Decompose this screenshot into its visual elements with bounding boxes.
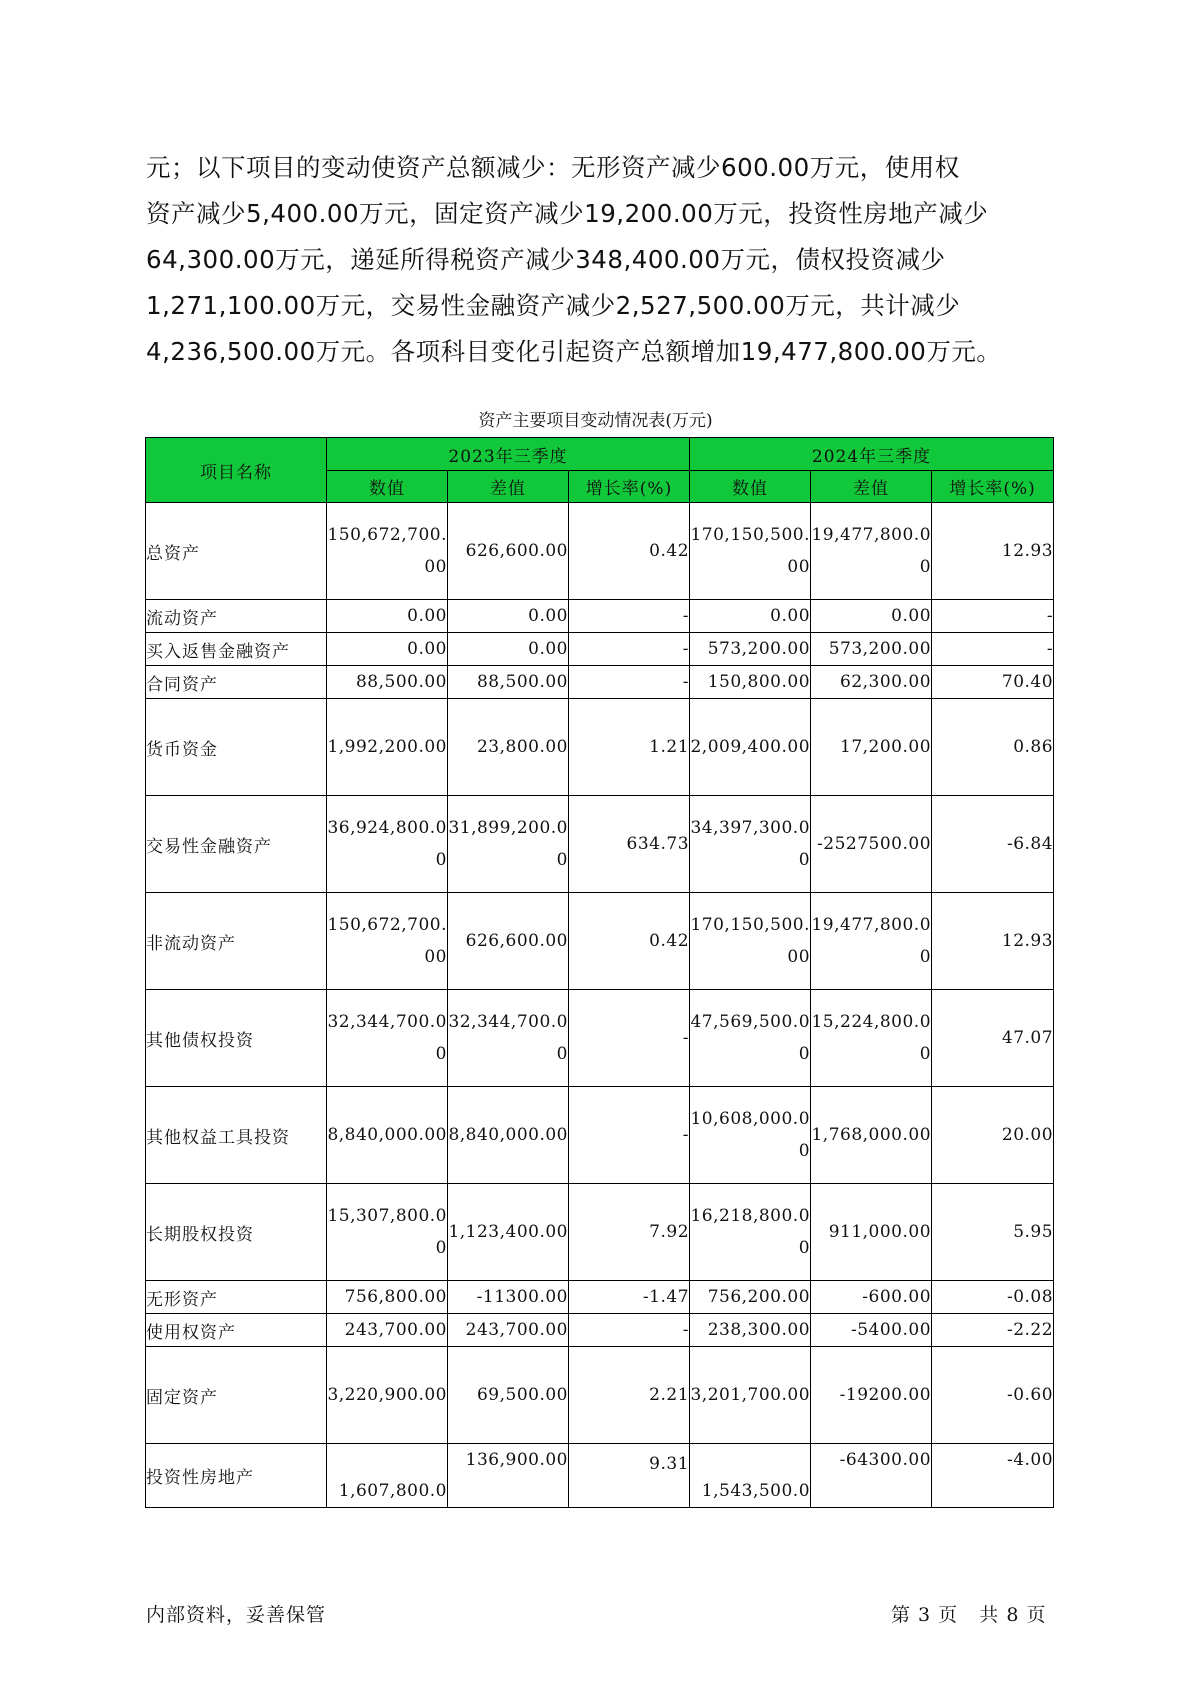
cell-value-2023: 1,992,200.00 [327,699,448,796]
cell-value-2024: 170,150,500.00 [690,503,811,600]
header-growth-2023: 增长率(%) [569,471,690,503]
header-value-2023: 数值 [327,471,448,503]
table-row [146,1314,1054,1347]
cell-diff-2024: 19,477,800.00 [811,503,932,600]
table-row [146,503,1054,600]
cell-value-2023: 756,800.00 [327,1281,448,1314]
cell-value-2024: 16,218,800.00 [690,1184,811,1281]
cell-value-2023: 36,924,800.00 [327,796,448,893]
cell-growth-2024: -4.00 [932,1444,1054,1508]
table-caption: 资产主要项目变动情况表(万元) [478,411,713,431]
cell-value-2023: 0.00 [327,600,448,633]
cell-diff-2024: 17,200.00 [811,699,932,796]
cell-growth-2024: - [932,600,1054,633]
cell-growth-2024: -6.84 [932,796,1054,893]
cell-value-2024: 47,569,500.00 [690,990,811,1087]
cell-growth-2023: - [569,600,690,633]
cell-growth-2024: 12.93 [932,893,1054,990]
asset-change-table [145,437,1054,1508]
row-label: 总资产 [146,503,327,600]
cell-value-2023: 0.00 [327,633,448,666]
cell-growth-2024: 70.40 [932,666,1054,699]
paragraph-line: 资产减少5,400.00万元，固定资产减少19,200.00万元，投资性房地产减少 [146,199,989,228]
row-label: 合同资产 [146,666,327,699]
table-row [146,600,1054,633]
table-row [146,1087,1054,1184]
cell-value-2024: 238,300.00 [690,1314,811,1347]
cell-diff-2023: -11300.00 [448,1281,569,1314]
cell-diff-2023: 0.00 [448,600,569,633]
cell-diff-2023: 0.00 [448,633,569,666]
table-row [146,796,1054,893]
cell-growth-2023: 0.42 [569,893,690,990]
row-label: 流动资产 [146,600,327,633]
row-label: 非流动资产 [146,893,327,990]
table-row [146,893,1054,990]
table-row [146,1347,1054,1444]
header-value-2024: 数值 [690,471,811,503]
table-row [146,1184,1054,1281]
cell-diff-2024: 573,200.00 [811,633,932,666]
cell-value-2023: 32,344,700.00 [327,990,448,1087]
cell-diff-2023: 69,500.00 [448,1347,569,1444]
cell-diff-2024: 62,300.00 [811,666,932,699]
cell-diff-2024: -600.00 [811,1281,932,1314]
cell-diff-2024: 19,477,800.00 [811,893,932,990]
cell-diff-2024: 0.00 [811,600,932,633]
cell-growth-2023: - [569,633,690,666]
cell-value-2024: 170,150,500.00 [690,893,811,990]
cell-value-2024: 756,200.00 [690,1281,811,1314]
cell-growth-2024: -0.60 [932,1347,1054,1444]
cell-value-2024: 0.00 [690,600,811,633]
cell-value-2024: 34,397,300.00 [690,796,811,893]
cell-growth-2023: -1.47 [569,1281,690,1314]
cell-value-2023: 1,607,800.0 [327,1444,448,1508]
row-label: 其他债权投资 [146,990,327,1087]
cell-diff-2023: 626,600.00 [448,893,569,990]
cell-diff-2023: 32,344,700.00 [448,990,569,1087]
cell-growth-2024: - [932,633,1054,666]
cell-value-2023: 88,500.00 [327,666,448,699]
row-label: 买入返售金融资产 [146,633,327,666]
cell-diff-2024: 911,000.00 [811,1184,932,1281]
cell-growth-2023: - [569,1087,690,1184]
row-label: 货币资金 [146,699,327,796]
cell-diff-2023: 8,840,000.00 [448,1087,569,1184]
cell-value-2023: 15,307,800.00 [327,1184,448,1281]
cell-diff-2024: 1,768,000.00 [811,1087,932,1184]
paragraph-line: 4,236,500.00万元。各项科目变化引起资产总额增加19,477,800.00万元。 [146,337,1002,366]
table-row [146,666,1054,699]
cell-diff-2024: -64300.00 [811,1444,932,1508]
cell-growth-2023: 9.31 [569,1444,690,1508]
cell-diff-2023: 136,900.00 [448,1444,569,1508]
table-row [146,633,1054,666]
header-period-2024: 2024年三季度 [690,438,1054,471]
cell-growth-2024: 0.86 [932,699,1054,796]
cell-diff-2024: -19200.00 [811,1347,932,1444]
header-diff-2023: 差值 [448,471,569,503]
cell-growth-2024: 47.07 [932,990,1054,1087]
row-label: 投资性房地产 [146,1444,327,1508]
table-row [146,699,1054,796]
cell-growth-2023: 7.92 [569,1184,690,1281]
footer-page-number: 第 3 页 共 8 页 [891,1604,1047,1626]
paragraph-line: 1,271,100.00万元，交易性金融资产减少2,527,500.00万元，共计减少 [146,291,961,320]
row-label: 使用权资产 [146,1314,327,1347]
row-label: 长期股权投资 [146,1184,327,1281]
cell-growth-2023: - [569,666,690,699]
cell-value-2024: 2,009,400.00 [690,699,811,796]
cell-value-2024: 3,201,700.00 [690,1347,811,1444]
cell-value-2024: 10,608,000.00 [690,1087,811,1184]
cell-value-2024: 1,543,500.0 [690,1444,811,1508]
cell-value-2023: 8,840,000.00 [327,1087,448,1184]
cell-diff-2023: 243,700.00 [448,1314,569,1347]
cell-diff-2023: 88,500.00 [448,666,569,699]
cell-value-2023: 150,672,700.00 [327,503,448,600]
header-item-name: 项目名称 [146,438,327,503]
cell-growth-2024: 12.93 [932,503,1054,600]
row-label: 无形资产 [146,1281,327,1314]
cell-growth-2023: - [569,1314,690,1347]
cell-value-2024: 573,200.00 [690,633,811,666]
row-label: 交易性金融资产 [146,796,327,893]
footer-confidential: 内部资料，妥善保管 [146,1604,327,1626]
cell-growth-2024: -2.22 [932,1314,1054,1347]
header-growth-2024: 增长率(%) [932,471,1054,503]
cell-diff-2024: -5400.00 [811,1314,932,1347]
cell-diff-2023: 626,600.00 [448,503,569,600]
paragraph-line: 64,300.00万元，递延所得税资产减少348,400.00万元，债权投资减少 [146,245,946,274]
cell-growth-2023: 634.73 [569,796,690,893]
cell-growth-2023: - [569,990,690,1087]
cell-diff-2023: 23,800.00 [448,699,569,796]
cell-diff-2024: 15,224,800.00 [811,990,932,1087]
cell-diff-2023: 1,123,400.00 [448,1184,569,1281]
paragraph-line: 元；以下项目的变动使资产总额减少：无形资产减少600.00万元，使用权 [146,153,960,182]
table-row [146,990,1054,1087]
table-row [146,1281,1054,1314]
cell-growth-2024: -0.08 [932,1281,1054,1314]
body-paragraph [146,145,1051,375]
cell-diff-2024: -2527500.00 [811,796,932,893]
cell-growth-2023: 1.21 [569,699,690,796]
row-label: 固定资产 [146,1347,327,1444]
header-diff-2024: 差值 [811,471,932,503]
cell-value-2023: 3,220,900.00 [327,1347,448,1444]
header-period-2023: 2023年三季度 [327,438,690,471]
cell-growth-2024: 5.95 [932,1184,1054,1281]
cell-growth-2023: 2.21 [569,1347,690,1444]
cell-growth-2024: 20.00 [932,1087,1054,1184]
row-label: 其他权益工具投资 [146,1087,327,1184]
cell-growth-2023: 0.42 [569,503,690,600]
table-row [146,1444,1054,1508]
cell-value-2023: 150,672,700.00 [327,893,448,990]
cell-diff-2023: 31,899,200.00 [448,796,569,893]
cell-value-2023: 243,700.00 [327,1314,448,1347]
cell-value-2024: 150,800.00 [690,666,811,699]
